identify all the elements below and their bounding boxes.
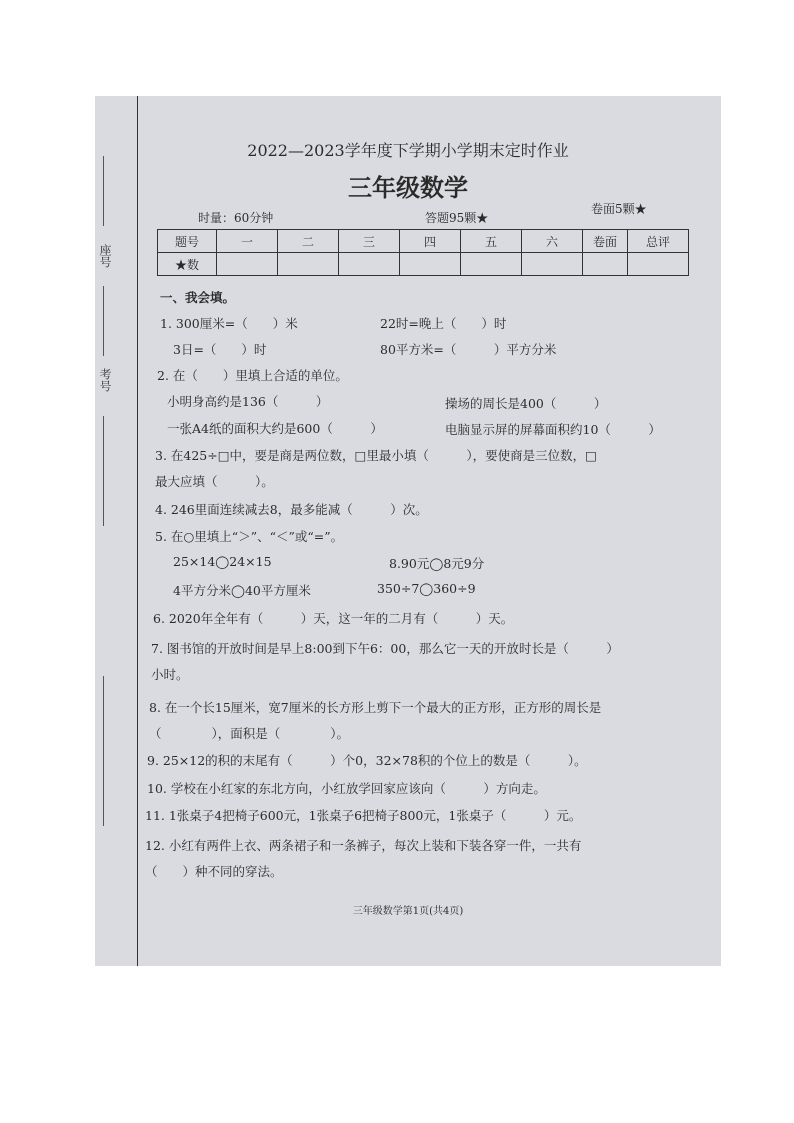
- score-cell-blank[interactable]: [400, 253, 461, 276]
- question-1a: 1. 300厘米=（ ）米: [160, 316, 298, 331]
- score-cell-blank[interactable]: [522, 253, 583, 276]
- score-table-header-row: [158, 230, 689, 253]
- score-cell: 总评: [628, 230, 689, 253]
- score-cell-blank[interactable]: [628, 253, 689, 276]
- score-cell: 题号: [158, 230, 217, 253]
- score-cell: 一: [217, 230, 278, 253]
- question-10: 10. 学校在小红家的东北方向，小红放学回家应该向（ ）方向走。: [147, 781, 546, 796]
- score-cell-blank[interactable]: [339, 253, 400, 276]
- score-cell: 二: [278, 230, 339, 253]
- question-7-line-2: 小时。: [151, 667, 189, 682]
- section-1-heading: 一、我会填。: [160, 290, 236, 305]
- score-table: [157, 229, 689, 276]
- question-8-line-1: 8. 在一个长15厘米，宽7厘米的长方形上剪下一个最大的正方形，正方形的周长是: [149, 700, 602, 715]
- question-6: 6. 2020年全年有（ ）天，这一年的二月有（ ）天。: [153, 611, 514, 626]
- question-12-line-1: 12. 小红有两件上衣、两条裙子和一条裤子，每次上装和下装各穿一件，一共有: [145, 838, 582, 853]
- question-5c: 4平方分米◯40平方厘米: [173, 583, 311, 598]
- score-table-stars-row: [158, 253, 689, 276]
- question-5a: 25×14◯24×15: [173, 554, 272, 569]
- exam-number-blank: [103, 416, 104, 526]
- subject-title: 三年级数学: [348, 173, 468, 202]
- seat-number-blank: [103, 286, 104, 356]
- question-1d: 80平方米=（ ）平方分米: [380, 342, 557, 357]
- exam-header-title: 2022—2023学年度下学期小学期末定时作业: [247, 141, 569, 160]
- page-footer: 三年级数学第1页(共4页): [352, 906, 464, 917]
- question-5d: 350÷7◯360÷9: [377, 581, 476, 596]
- score-cell-blank[interactable]: [461, 253, 522, 276]
- question-3-line-1: 3. 在425÷□中，要是商是两位数，□里最小填（ ），要使商是三位数，□: [155, 448, 597, 463]
- score-cell-blank[interactable]: [217, 253, 278, 276]
- neatness-stars: 卷面5颗★: [591, 202, 647, 216]
- question-12-line-2: （ ）种不同的穿法。: [145, 864, 283, 879]
- score-cell-blank[interactable]: [278, 253, 339, 276]
- question-5: 5. 在○里填上“＞”、“＜”或“=”。: [155, 529, 344, 544]
- question-7-line-1: 7. 图书馆的开放时间是早上8:00到下午6：00，那么它一天的开放时长是（ ）: [151, 641, 619, 656]
- question-5b: 8.90元◯8元9分: [389, 556, 485, 571]
- question-2d: 电脑显示屏的屏幕面积约10（ ）: [445, 422, 661, 437]
- score-cell: 四: [400, 230, 461, 253]
- score-cell: ★数: [158, 253, 217, 276]
- question-4: 4. 246里面连续减去8，最多能减（ ）次。: [155, 502, 428, 517]
- score-cell: 五: [461, 230, 522, 253]
- score-cell: 卷面: [583, 230, 628, 253]
- answer-stars: 答题95颗★: [425, 211, 489, 225]
- score-cell-blank[interactable]: [583, 253, 628, 276]
- question-2: 2. 在（ ）里填上合适的单位。: [157, 368, 348, 383]
- question-2a: 小明身高约是136（ ）: [167, 394, 329, 409]
- question-2c: 一张A4纸的面积大约是600（ ）: [167, 421, 383, 436]
- question-8-line-2: （ ），面积是（ ）。: [149, 726, 350, 741]
- time-limit: 时量：60分钟: [198, 211, 274, 225]
- question-3-line-2: 最大应填（ ）。: [155, 474, 274, 489]
- class-blank: [103, 676, 104, 826]
- question-1b: 22时=晚上（ ）时: [380, 316, 507, 331]
- question-2b: 操场的周长是400（ ）: [445, 396, 607, 411]
- binding-line: [137, 96, 138, 966]
- score-cell: 三: [339, 230, 400, 253]
- exam-number-label: 考号: [98, 368, 112, 392]
- seat-number-label: 座号: [98, 244, 112, 268]
- exam-sheet: [95, 96, 721, 966]
- question-11: 11. 1张桌子4把椅子600元，1张桌子6把椅子800元，1张桌子（ ）元。: [145, 808, 582, 823]
- score-cell: 六: [522, 230, 583, 253]
- question-9: 9. 25×12的积的末尾有（ ）个0，32×78积的个位上的数是（ ）。: [147, 753, 587, 768]
- question-1c: 3日=（ ）时: [173, 342, 267, 357]
